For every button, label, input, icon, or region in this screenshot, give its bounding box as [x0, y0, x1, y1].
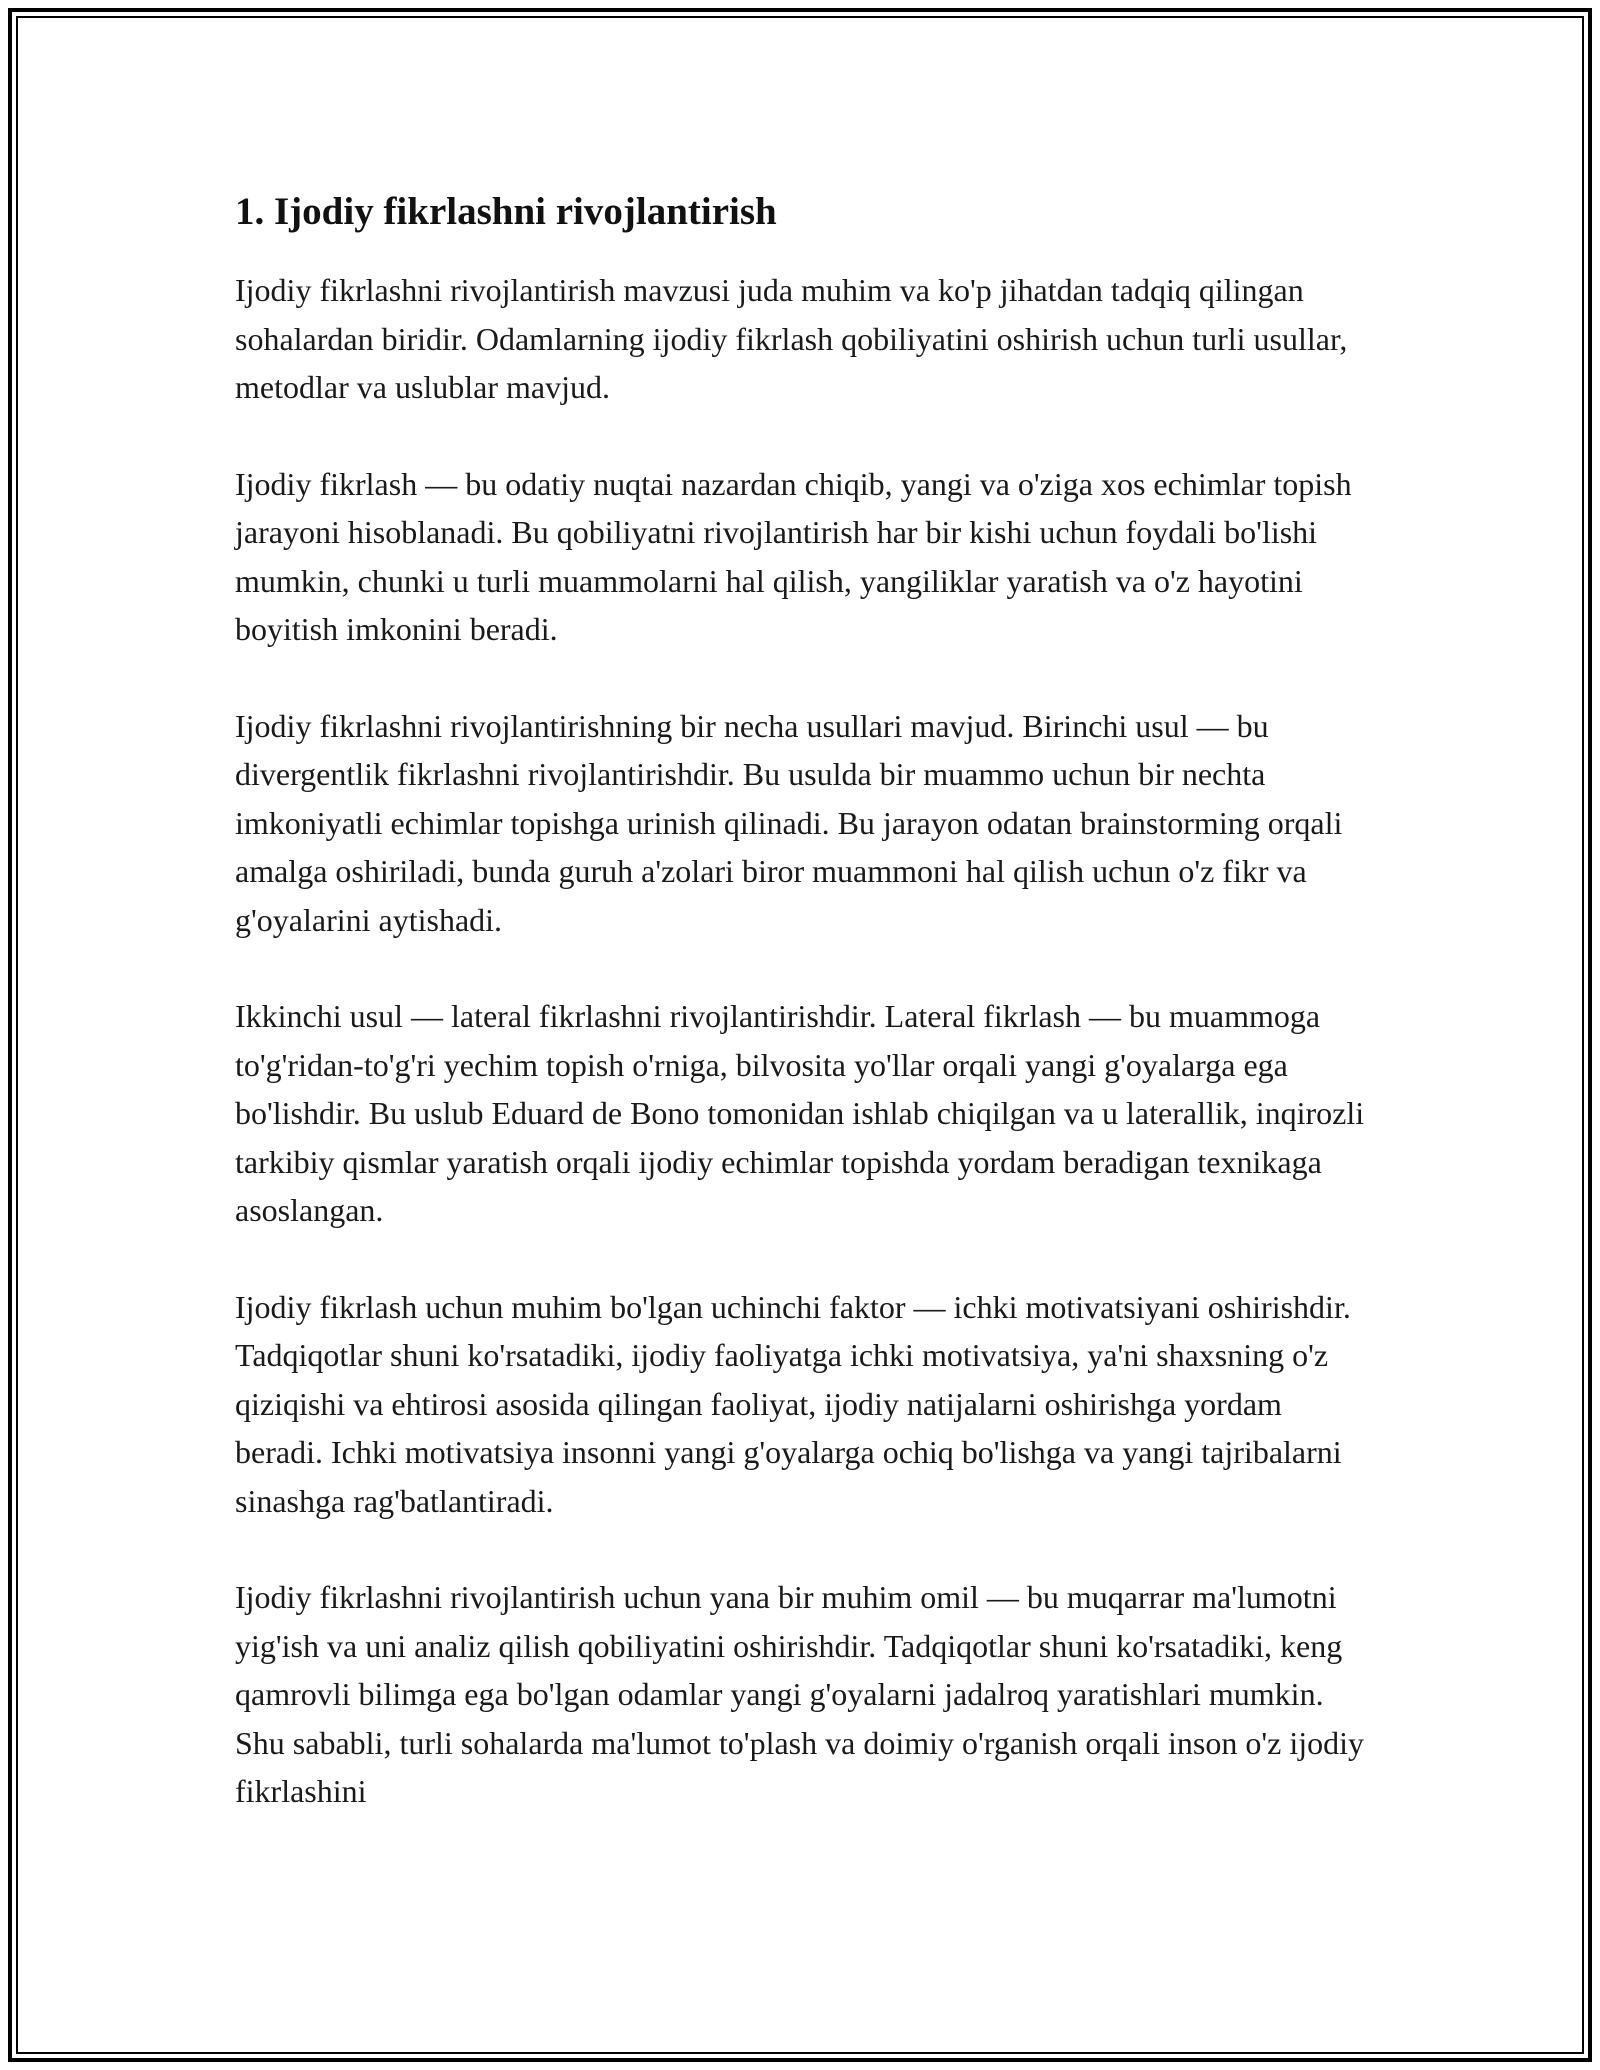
- paragraph-lateral-thinking: Ikkinchi usul — lateral fikrlashni rivojlantirishdir. Lateral fikrlash — bu muammoga to'g'ridan-to'g'ri yechim topish o'rniga, bilvosita yo'llar orqali yangi g'oyalarga ega bo'lishdir. Bu uslub Eduard de Bono tomonidan ishlab chiqilgan va u laterallik, inqirozli tarkibiy qismlar yaratish orqali ijodiy echimlar topishda yordam beradigan texnikaga asoslangan.: [235, 998, 1365, 1228]
- document-body: [235, 186, 1375, 1864]
- paragraph-definition: Ijodiy fikrlash — bu odatiy nuqtai nazardan chiqib, yangi va o'ziga xos echimlar topish jarayoni hisoblanadi. Bu qobiliyatni rivojlantirish har bir kishi uchun foydali bo'lishi mumkin, chunki u turli muammolarni hal qilish, yangiliklar yaratish va o'z hayotini boyitish imkonini beradi.: [235, 465, 1352, 647]
- section-heading: 1. Ijodiy fikrlashni rivojlantirish: [235, 190, 777, 233]
- paragraph-divergent-thinking: Ijodiy fikrlashni rivojlantirishning bir necha usullari mavjud. Birinchi usul — bu divergentlik fikrlashni rivojlantirishdir. Bu usulda bir muammo uchun bir nechta imkoniyatli echimlar topishga urinish qilinadi. Bu jarayon odatan brainstorming orqali amalga oshiriladi, bunda guruh a'zolari biror muammoni hal qilish uchun o'z fikr va g'oyalarini aytishadi.: [235, 707, 1343, 938]
- paragraph-intrinsic-motivation: Ijodiy fikrlash uchun muhim bo'lgan uchinchi faktor — ichki motivatsiyani oshirishdir. Tadqiqotlar shuni ko'rsatadiki, ijodiy faoliyatga ichki motivatsiya, ya'ni shaxsning o'z qiziqishi va ehtirosi asosida qilingan faoliyat, ijodiy natijalarni oshirishga yordam beradi. Ichki motivatsiya insonni yangi g'oyalarga ochiq bo'lishga va yangi tajribalarni sinashga rag'batlantiradi.: [235, 1288, 1351, 1519]
- paragraph-information-gathering: Ijodiy fikrlashni rivojlantirish uchun yana bir muhim omil — bu muqarrar ma'lumotni yig'ish va uni analiz qilish qobiliyatini oshirishdir. Tadqiqotlar shuni ko'rsatadiki, keng qamrovli bilimga ega bo'lgan odamlar yangi g'oyalarni jadalroq yaratishlari mumkin. Shu sababli, turli sohalarda ma'lumot to'plash va doimiy o'rganish orqali inson o'z ijodiy fikrlashini: [235, 1579, 1364, 1809]
- paragraph-intro: Ijodiy fikrlashni rivojlantirish mavzusi juda muhim va ko'p jihatdan tadqiq qilingan sohalardan biridir. Odamlarning ijodiy fikrlash qobiliyatini oshirish uchun turli usullar, metodlar va uslublar mavjud.: [235, 272, 1348, 405]
